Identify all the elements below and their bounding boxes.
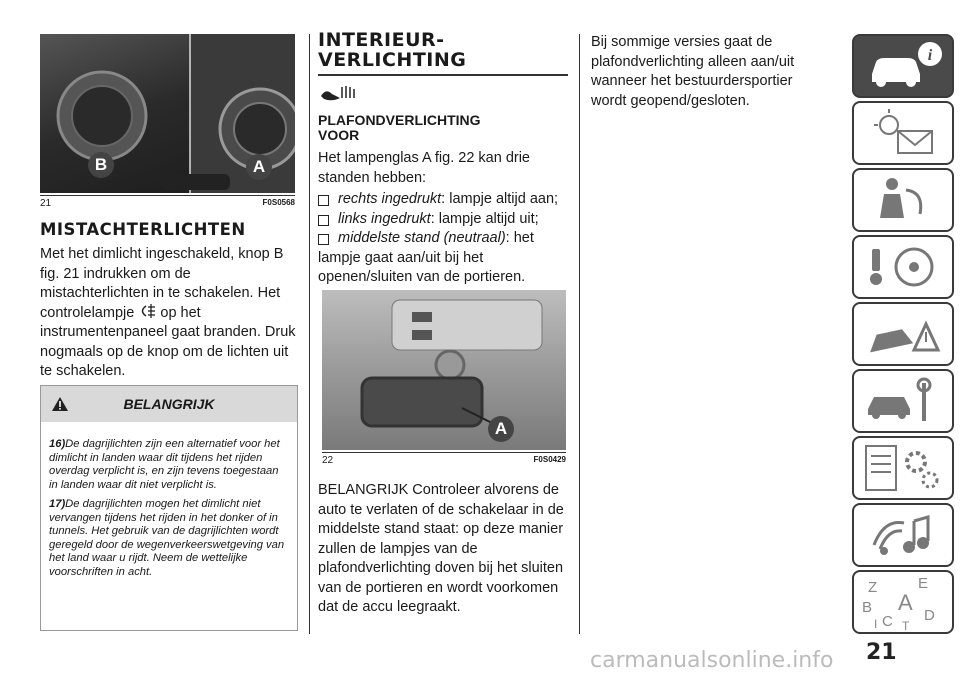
figure-code: F0S0429: [533, 455, 566, 464]
checkbox-bullet-icon: [318, 195, 329, 206]
starting-driving-icon: [854, 237, 952, 297]
svg-text:i: i: [927, 47, 933, 64]
safety-airbag-icon: [854, 170, 952, 230]
index-letter: C: [882, 613, 893, 630]
marker-a: A: [488, 416, 514, 442]
bullet-text: : lampje altijd aan;: [441, 191, 559, 207]
title-line1: INTERIEUR-: [318, 29, 445, 51]
index-letter: A: [898, 590, 913, 615]
index-letter: B: [862, 599, 873, 616]
section-title-interieurverlichting: [318, 30, 568, 70]
lights-warning-icon: [854, 103, 952, 163]
figure-22-photo: [322, 290, 566, 450]
tab-safety[interactable]: [852, 168, 954, 232]
rear-fog-light-icon: [138, 304, 156, 318]
tab-car-info[interactable]: [852, 34, 954, 98]
title-line2: VERLICHTING: [318, 49, 467, 71]
paragraph-text: Met het dimlicht ingeschakeld, knop B fig. 21 indrukken om de mistachterlichten in te schakelen. Het controlelampje: [40, 246, 284, 321]
tab-starting-driving[interactable]: [852, 235, 954, 299]
intro-text: Het lampenglas A fig. 22 kan drie standen hebben:: [318, 150, 530, 186]
multimedia-icon: [854, 505, 952, 565]
section-title-mistachterlichten: MISTACHTERLICHTEN: [40, 220, 246, 239]
note-17: [49, 498, 289, 579]
index-letter: D: [924, 607, 935, 624]
bullet-term: links ingedrukt: [338, 210, 431, 227]
index-icon: [854, 572, 952, 632]
bullet-term: rechts ingedrukt: [338, 191, 442, 207]
marker-a: A: [246, 154, 272, 180]
figure-21-photo: [40, 34, 295, 193]
tab-technical-data[interactable]: [852, 436, 954, 500]
section-interieurverlichting: [318, 30, 568, 288]
tab-emergency[interactable]: [852, 302, 954, 366]
note-number: 17): [49, 498, 66, 510]
note-16: [49, 438, 289, 492]
maintenance-icon: [854, 371, 952, 431]
figure-number: 22: [322, 455, 334, 466]
note-text: De dagrijlichten zijn een alternatief voor het dimlicht in landen waar dit tijdens het rijden overdag verplicht is, en zijn tevens toegestaan in landen waar dit niet verplicht is.: [49, 438, 280, 491]
note-text: De dagrijlichten mogen het dimlicht niet vervangen tijdens het rijden in het donker of in tunnels. Het gebruik van de dagrijlichten wordt geregeld door de wegenverkeerswetgeving van het land waar u rijdt. Neem de wettelijke voorschriften in acht.: [49, 498, 285, 578]
index-letter: Z: [868, 579, 878, 596]
bullet-continuation: lampje gaat aan/uit bij het openen/sluiten van de portieren.: [318, 249, 526, 285]
subtitle-line1: PLAFONDVERLICHTING: [318, 112, 481, 128]
bullet-text: : lampje altijd uit;: [430, 210, 539, 227]
column-divider: [579, 34, 580, 634]
warning-triangle-icon: [51, 396, 69, 412]
checkbox-bullet-icon: [318, 234, 329, 245]
tab-maintenance[interactable]: [852, 369, 954, 433]
figure-21-caption: [40, 195, 295, 209]
bullet-term: middelste stand (neutraal): [338, 230, 506, 246]
warning-paragraph: BELANGRIJK Controleer alvorens de auto te verlaten of de schakelaar in de middelste stand staat: op deze manier zullen de lampjes van de plafondverlichting doven bij het sluiten van de portieren en wordt voorkomen dat de accu leegraakt.: [318, 482, 564, 615]
ceiling-lamp-illustration: [322, 290, 566, 450]
column-divider: [309, 34, 310, 634]
car-info-icon: [854, 36, 952, 96]
figure-code: F0S0568: [262, 198, 295, 207]
driver-door-note: Bij sommige versies gaat de plafondverlichting alleen aan/uit wanneer het bestuurdersportier wordt geopend/gesloten.: [591, 34, 795, 109]
bullet-item: [318, 210, 568, 230]
paragraph-text-cont: op het instrumentenpaneel gaat branden. Druk nogmaals op de knop om de lichten uit te schakelen.: [40, 304, 296, 379]
important-callout: [40, 385, 298, 631]
title-rule: [318, 74, 568, 76]
bullet-item: [318, 190, 568, 210]
bullet-text: : het: [505, 230, 534, 246]
marker-b: B: [88, 152, 114, 178]
callout-header: [41, 386, 297, 422]
tab-index[interactable]: [852, 570, 954, 634]
emergency-icon: [854, 304, 952, 364]
subtitle-line2: VOOR: [318, 127, 360, 143]
checkbox-bullet-icon: [318, 215, 329, 226]
technical-data-icon: [854, 438, 952, 498]
bullet-item: [318, 229, 568, 249]
interior-light-icon: [318, 84, 360, 104]
figure-number: 21: [40, 198, 52, 209]
tab-multimedia[interactable]: [852, 503, 954, 567]
index-letter: I: [874, 617, 878, 631]
callout-title: BELANGRIJK: [123, 396, 215, 412]
subsection-title-plafondverlichting: [318, 113, 568, 143]
index-letter: E: [918, 575, 929, 592]
note-number: 16): [49, 438, 66, 450]
watermark: carmanualsonline.info: [590, 648, 834, 673]
index-letter: T: [902, 619, 910, 632]
figure-22-caption: [322, 452, 566, 466]
section-mistachterlichten-body: [40, 245, 300, 382]
page-number: 21: [866, 640, 897, 665]
tab-lights-warnings[interactable]: [852, 101, 954, 165]
